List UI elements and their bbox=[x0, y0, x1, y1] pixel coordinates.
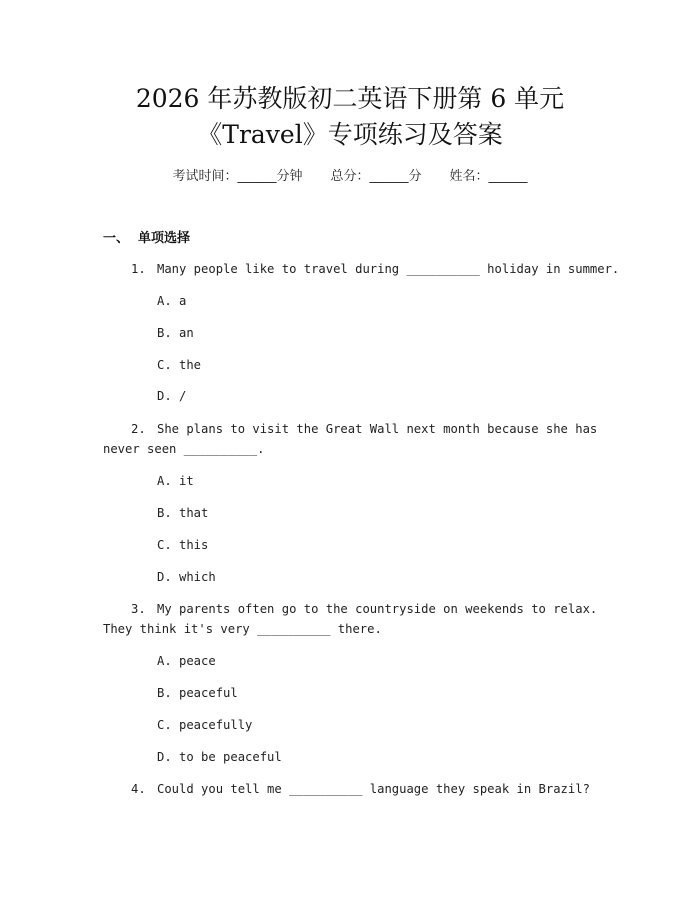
question-text: My parents often go to the countryside on weekends to relax. bbox=[157, 602, 598, 616]
question-number: 2. bbox=[131, 422, 146, 436]
option-b: B. peaceful bbox=[157, 686, 238, 700]
student-name-field: 姓名：______ bbox=[449, 169, 528, 184]
option-a: A. a bbox=[157, 294, 187, 308]
question-4 bbox=[103, 779, 590, 799]
question-2 bbox=[103, 419, 598, 459]
question-3 bbox=[103, 599, 598, 639]
question-text: She plans to visit the Great Wall next month because she has bbox=[157, 422, 598, 436]
question-number: 3. bbox=[131, 602, 146, 616]
total-score-field: 总分：______分 bbox=[330, 169, 422, 184]
exam-time-field: 考试时间：______分钟 bbox=[172, 169, 303, 184]
option-b: B. that bbox=[157, 506, 209, 520]
option-a: A. peace bbox=[157, 654, 216, 668]
document-title-line-2: 《Travel》专项练习及答案 bbox=[197, 120, 503, 149]
option-a: A. it bbox=[157, 474, 194, 488]
document-title-line-1: 2026 年苏教版初二英语下册第 6 单元 bbox=[135, 84, 565, 113]
option-c: C. this bbox=[157, 538, 209, 552]
question-text-continued: never seen __________. bbox=[103, 442, 265, 456]
question-1 bbox=[103, 259, 620, 279]
question-text: Could you tell me __________ language they speak in Brazil? bbox=[157, 782, 590, 796]
question-number: 4. bbox=[131, 782, 146, 796]
question-text: Many people like to travel during __________ holiday in summer. bbox=[157, 262, 620, 276]
option-c: C. the bbox=[157, 358, 202, 372]
question-text-continued: They think it's very __________ there. bbox=[103, 622, 382, 636]
exam-meta-row bbox=[0, 167, 700, 187]
option-d: D. / bbox=[157, 389, 187, 403]
option-d: D. to be peaceful bbox=[157, 750, 282, 764]
option-b: B. an bbox=[157, 326, 194, 340]
section-heading: 一、 单项选择 bbox=[103, 231, 191, 246]
option-d: D. which bbox=[157, 570, 216, 584]
option-c: C. peacefully bbox=[157, 718, 253, 732]
question-number: 1. bbox=[131, 262, 146, 276]
